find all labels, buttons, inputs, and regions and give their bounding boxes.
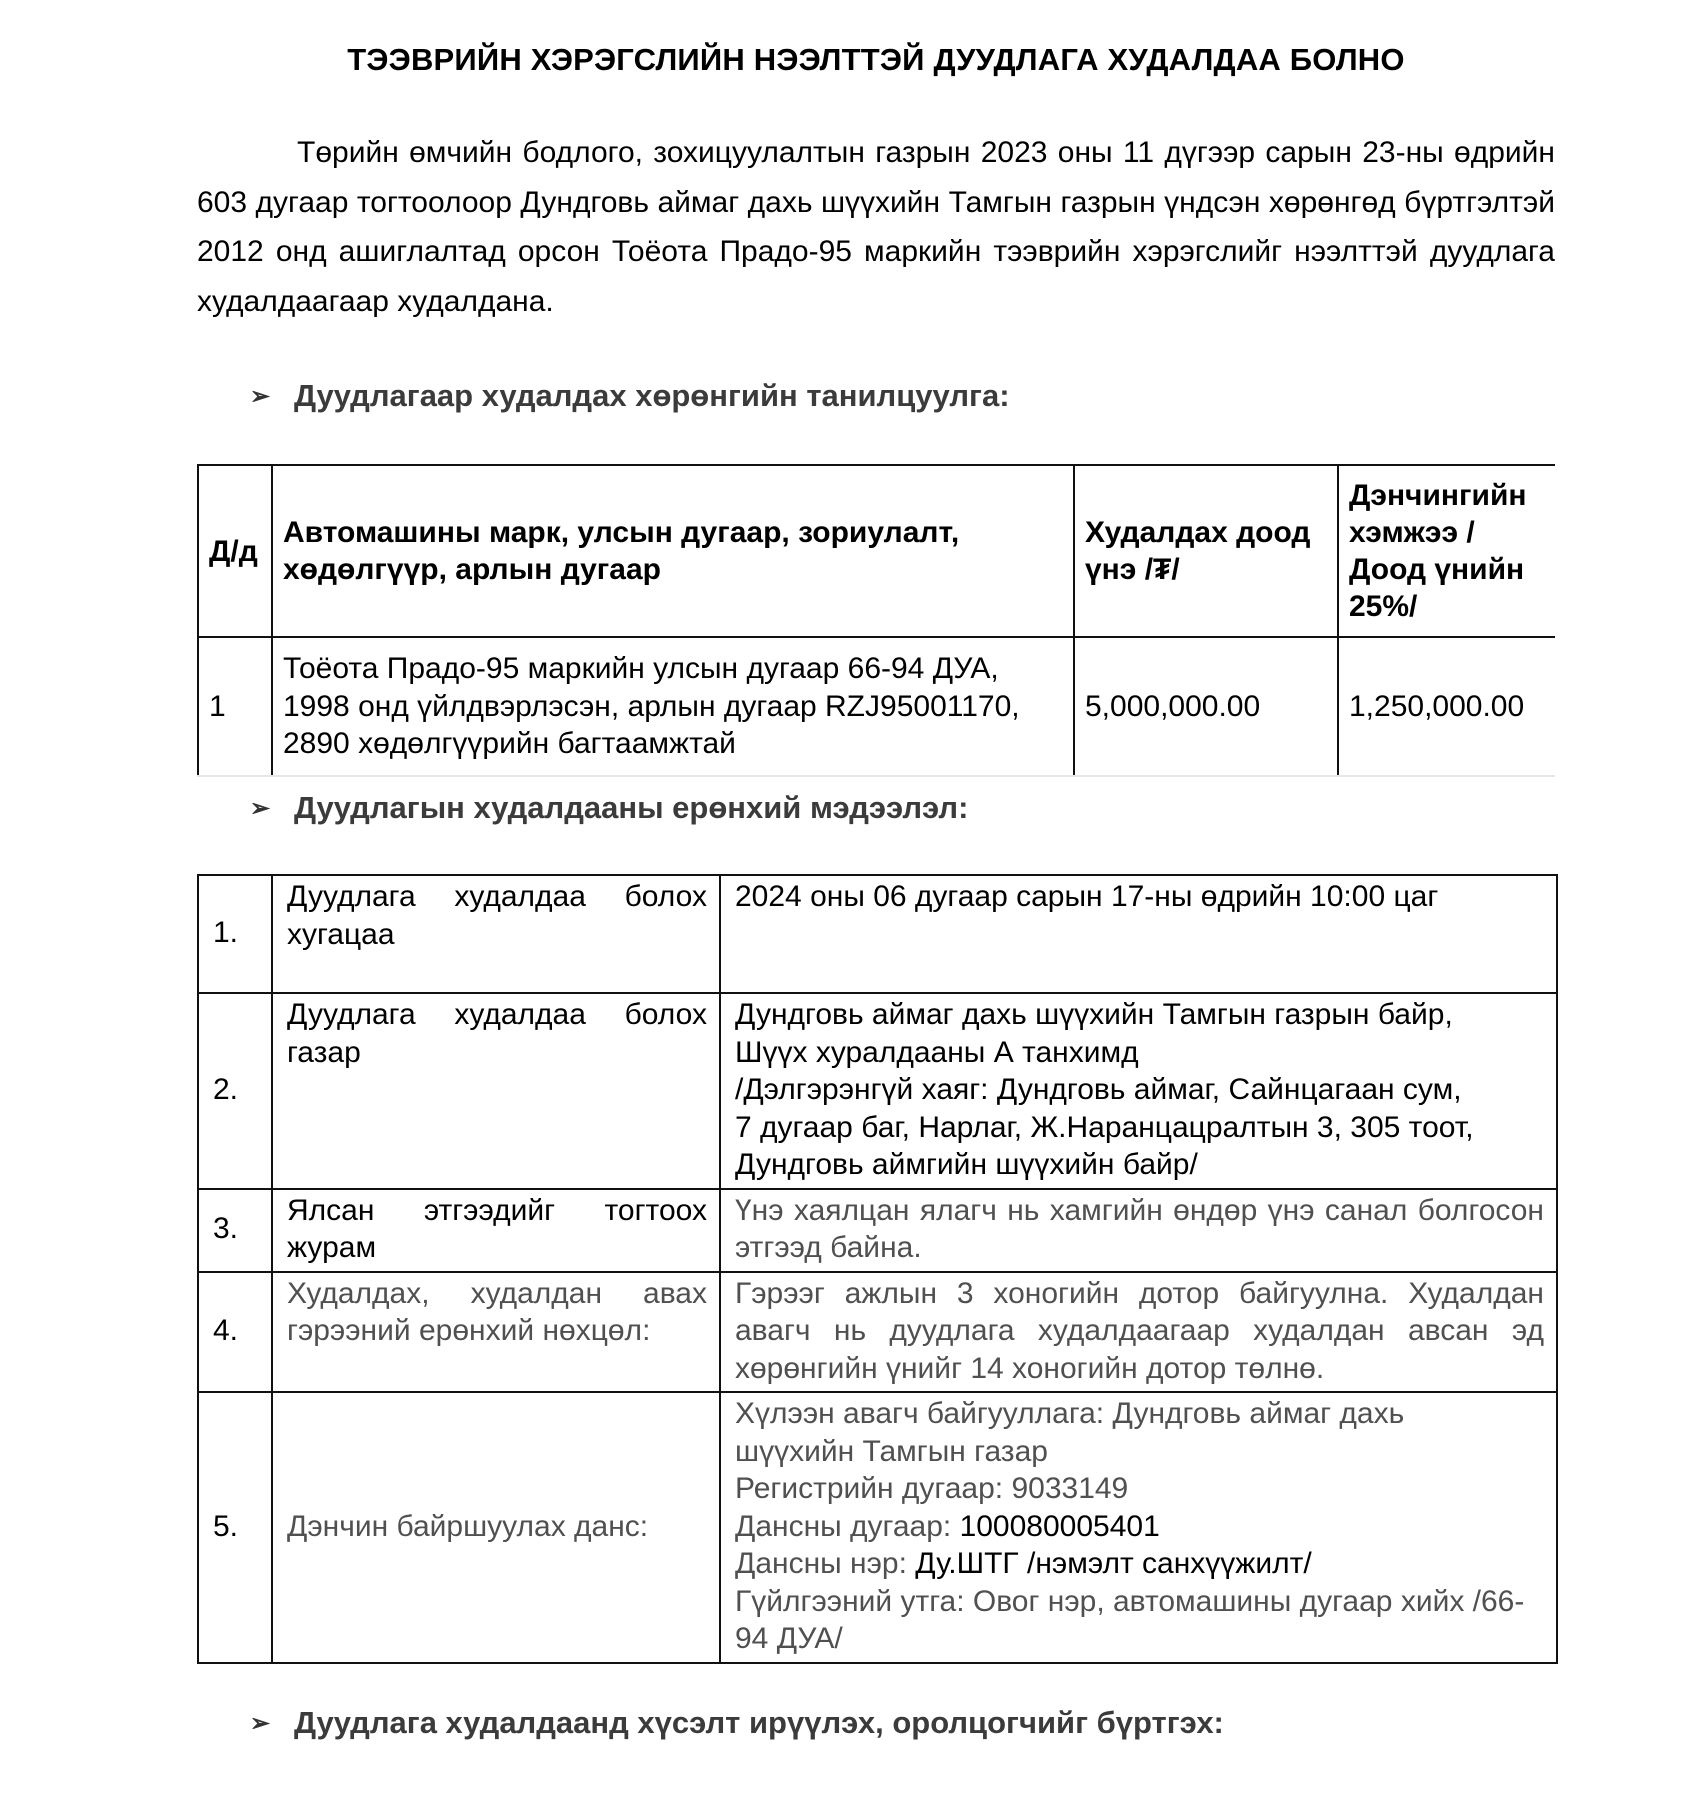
register-line bbox=[735, 1470, 1544, 1508]
row-label bbox=[272, 1272, 720, 1393]
table-row bbox=[198, 1272, 1557, 1393]
section-heading-text: Дуудлагын худалдааны ерөнхий мэдээлэл: bbox=[294, 790, 969, 825]
value-line: /Дэлгэрэнгүй хаяг: Дундговь аймаг, Сайнцагаан сум, bbox=[735, 1073, 1462, 1106]
row-value: Гэрээг ажлын 3 хоногийн дотор байгуулна. Худалдан авагч нь дуудлага худалдаагаар худалдан авсан эд хөрөнгийн үнийг 14 хоногийн дотор төлнө. bbox=[720, 1272, 1557, 1393]
row-value bbox=[720, 1392, 1557, 1663]
section-heading-general-info bbox=[250, 790, 968, 826]
section-heading-asset bbox=[250, 378, 1010, 414]
value-line: Дундговь аймгийн шүүхийн байр/ bbox=[735, 1148, 1198, 1181]
intro-paragraph: Төрийн өмчийн бодлого, зохицуулалтын газрын 2023 оны 11 дүгээр сарын 23-ны өдрийн 603 дугаар тогтоолоор Дундговь аймаг дахь шүүхийн Тамгын газрын үндсэн хөрөнгөд бүртгэлтэй 2012 онд ашиглалтад орсон Тоёота Прадо-95 маркийн тээврийн хэрэгслийг нээлттэй дуудлага худалдаагаар худалдана. bbox=[197, 136, 1555, 318]
label-text: Ялсан этгээдийг тогтоох журам bbox=[287, 1193, 707, 1264]
table-header-row bbox=[198, 465, 1555, 637]
row-number: 4. bbox=[198, 1272, 272, 1393]
row-label bbox=[272, 993, 720, 1189]
cell-deposit: 1,250,000.00 bbox=[1338, 637, 1555, 777]
section-heading-registration bbox=[250, 1705, 1224, 1741]
table-row bbox=[198, 993, 1557, 1189]
section-heading-text: Дуудлагаар худалдах хөрөнгийн танилцуулга: bbox=[294, 378, 1010, 413]
header-deposit: Дэнчингийн хэмжээ /Доод үнийн 25%/ bbox=[1338, 465, 1555, 637]
label-text: Дуудлага худалдаа болох газар bbox=[287, 998, 707, 1069]
row-number: 1. bbox=[198, 875, 272, 993]
purpose-line: Гүйлгээний утга: Овог нэр, автомашины дугаар хийх /66-94 ДУА/ bbox=[735, 1584, 1525, 1655]
row-value: Үнэ хаялцан ялагч нь хамгийн өндөр үнэ санал болгосон этгээд байна. bbox=[720, 1189, 1557, 1272]
recipient-line: Хүлээн авагч байгууллага: Дундговь аймаг дахь шүүхийн Тамгын газар bbox=[735, 1397, 1405, 1468]
row-number: 2. bbox=[198, 993, 272, 1189]
section-heading-text: Дуудлага худалдаанд хүсэлт ирүүлэх, оролцогчийг бүртгэх: bbox=[294, 1705, 1224, 1740]
row-value: 2024 оны 06 дугаар сарын 17-ны өдрийн 10:00 цаг bbox=[720, 875, 1557, 993]
table-row bbox=[198, 875, 1557, 993]
register-value: 9033149 bbox=[1011, 1472, 1129, 1505]
row-label bbox=[272, 1189, 720, 1272]
page-title: ТЭЭВРИЙН ХЭРЭГСЛИЙН НЭЭЛТТЭЙ ДУУДЛАГА ХУДАЛДАА БОЛНО bbox=[347, 42, 1405, 77]
account-name-value: Ду.ШТГ /нэмэлт санхүүжилт/ bbox=[915, 1547, 1312, 1580]
row-value bbox=[720, 993, 1557, 1189]
register-label: Регистрийн дугаар: bbox=[735, 1472, 1004, 1505]
asset-table bbox=[197, 464, 1555, 777]
row-label bbox=[272, 875, 720, 993]
info-table bbox=[197, 874, 1558, 1664]
cell-no: 1 bbox=[198, 637, 272, 777]
row-label bbox=[272, 1392, 720, 1663]
arrowhead-bullet-icon: ➢ bbox=[250, 794, 271, 822]
arrowhead-bullet-icon: ➢ bbox=[250, 382, 271, 410]
label-text: Дуудлага худалдаа болох хугацаа bbox=[287, 880, 707, 951]
row-number: 3. bbox=[198, 1189, 272, 1272]
value-line: 7 дугаар баг, Нарлаг, Ж.Наранцацралтын 3, 305 тоот, bbox=[735, 1110, 1474, 1144]
arrowhead-bullet-icon: ➢ bbox=[250, 1709, 271, 1737]
table-row bbox=[198, 637, 1555, 777]
header-no: Д/д bbox=[198, 465, 272, 637]
cell-description: Тоёота Прадо-95 маркийн улсын дугаар 66-94 ДУА, 1998 онд үйлдвэрлэсэн, арлын дугаар RZJ95001170, 2890 хөдөлгүүрийн багтаамжтай bbox=[272, 637, 1074, 777]
account-name-line bbox=[735, 1545, 1544, 1583]
cell-min-price: 5,000,000.00 bbox=[1074, 637, 1338, 777]
account-number-line bbox=[735, 1508, 1544, 1546]
row-number: 5. bbox=[198, 1392, 272, 1663]
account-number-label: Дансны дугаар: bbox=[735, 1509, 952, 1543]
label-text: Дэнчин байршуулах данс: bbox=[287, 1509, 649, 1543]
header-description: Автомашины марк, улсын дугаар, зориулалт, хөдөлгүүр, арлын дугаар bbox=[272, 465, 1074, 637]
label-text: Худалдах, худалдан авах гэрээний ерөнхий нөхцөл: bbox=[287, 1276, 707, 1347]
table-row bbox=[198, 1392, 1557, 1663]
header-min-price: Худалдах доод үнэ /₮/ bbox=[1074, 465, 1338, 637]
account-name-label: Дансны нэр: bbox=[735, 1547, 907, 1580]
asset-table-wrapper bbox=[197, 464, 1555, 777]
value-line: Дундговь аймаг дахь шүүхийн Тамгын газрын байр, bbox=[735, 998, 1453, 1031]
table-row bbox=[198, 1189, 1557, 1272]
value-line: Шүүх хуралдааны А танхимд bbox=[735, 1035, 1139, 1069]
account-number-value: 100080005401 bbox=[959, 1509, 1160, 1543]
